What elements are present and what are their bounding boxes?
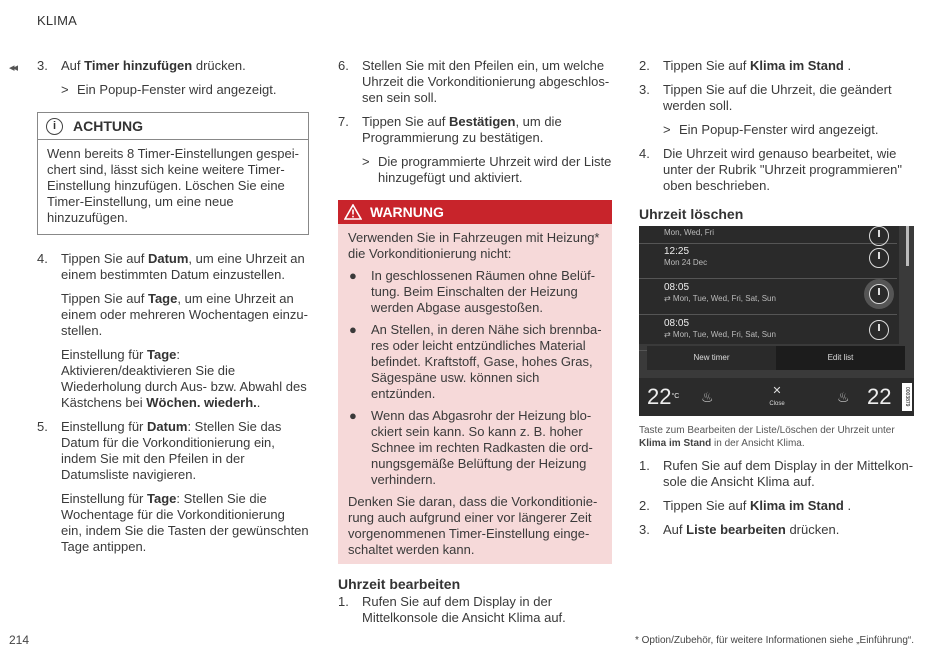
temp-left[interactable]: $22^{^\circ C}$ (647, 384, 680, 409)
footer-note: * Option/Zubehör, für weitere Informationen siehe „Einführung“. (634, 635, 914, 646)
warning-bullet: ● An Stellen, in deren Nähe sich brennbares oder leicht entzündliches Material befindet. Kraftstoff, Gase, hohes Gras, Sägespäne usw. können sich entzünden. (349, 322, 602, 401)
delete-step-3: 3. Auf Liste bearbeiten drücken. (639, 522, 840, 537)
edit-list-button[interactable]: Edit list (776, 346, 905, 370)
figure-caption: Taste zum Bearbeiten der Liste/Löschen der Uhrzeit unter Klima im Stand in der Ansicht Klima. (639, 425, 895, 449)
timer-row[interactable]: 12:25 Mon 24 Dec (639, 243, 897, 279)
step-result: > Die programmierte Uhrzeit wird der Liste hinzugefügt und aktiviert. (362, 154, 612, 185)
step-7: 7. Tippen Sie auf Bestätigen, um die Programmierung zu bestätigen. > Die programmierte Uhrzeit wird der Liste hinzugefügt und aktiviert. (338, 114, 612, 185)
warning-bullet: ● In geschlossenen Räumen ohne Belüftung. Beim Einschalten der Heizung werden Abgase ausgestoßen. (349, 268, 596, 315)
step-3: 3. Tippen Sie auf die Uhrzeit, die geändert werden soll. > Ein Popup-Fenster wird angezeigt. (639, 82, 914, 138)
section-header: KLIMA (37, 13, 78, 28)
step-5: 5. Einstellung für Datum: Stellen Sie das Datum für die Vorkonditionierung ein, indem Sie mit den Pfeilen in der Datumsliste navigieren. Einstellung für Tage: Stellen Sie die Wochentage für die Vorkonditionierung ein, indem Sie die Tasten der gewünschten Tage antippen. (37, 419, 309, 554)
caution-text: Wenn bereits 8 Timer-Einstellungen gespeichert sind, lässt sich keine weitere Timer-Einstellung hinzufügen. Löschen Sie eine Timer-Einstellung, um eine neue hinzuzufügen. (47, 146, 299, 225)
column-3 (639, 58, 914, 546)
edit-step-1: 1. Rufen Sie auf dem Display in der Mittelkonsole die Ansicht Klima auf. (338, 594, 566, 625)
warning-bullet: ● Wenn das Abgasrohr der Heizung blockiert sein kann. So kann z. B. hoher Schnee im rechten Radkasten die ordnungsgemäße Belüftung der Heizung verhindern. (349, 408, 593, 487)
column-1 (37, 58, 309, 563)
temp-right[interactable]: 22 (867, 384, 892, 409)
seat-heat-icon[interactable]: ♨ (701, 389, 714, 405)
delete-heading: Uhrzeit löschen (639, 206, 744, 222)
seat-heat-icon[interactable]: ♨ (837, 389, 850, 405)
warning-intro: Verwenden Sie in Fahrzeugen mit Heizung* die Vorkonditionierung nicht: (348, 230, 600, 261)
clock-icon (869, 320, 889, 340)
clock-icon (869, 248, 889, 268)
page-number: 214 (9, 633, 30, 647)
close-button[interactable]: ✕ Close (769, 385, 785, 407)
warning-box (338, 200, 612, 564)
climate-bar (639, 378, 914, 416)
step-2: 2. Tippen Sie auf Klima im Stand . (639, 58, 852, 73)
warning-outro: Denken Sie daran, dass die Vorkonditionierung auch aufgrund einer vor längerer Zeit vorgenommenen Timer-Einstellung eingeschaltet werden kann. (348, 494, 598, 557)
delete-step-2: 2. Tippen Sie auf Klima im Stand . (639, 498, 852, 513)
step-3: 3. Auf Timer hinzufügen drücken. > Ein Popup-Fenster wird angezeigt. (37, 58, 309, 98)
step-4: 4. Die Uhrzeit wird genauso bearbeitet, wie unter der Rubrik "Uhrzeit programmieren" oben beschrieben. (639, 146, 902, 193)
timer-row[interactable]: 08:05 ⇄ Mon, Tue, Wed, Fri, Sat, Sun (639, 315, 897, 351)
step-result: > Ein Popup-Fenster wird angezeigt. (663, 122, 879, 137)
timer-row[interactable]: Mon, Wed, Fri (639, 226, 897, 244)
back-nav-icon[interactable]: ◂◂ (9, 62, 17, 74)
timer-row[interactable]: 08:05 ⇄ Mon, Tue, Wed, Fri, Sat, Sun (639, 279, 897, 315)
edit-heading: Uhrzeit bearbeiten (338, 576, 461, 592)
info-icon: i (46, 118, 63, 135)
step-result: > Ein Popup-Fenster wird angezeigt. (61, 82, 277, 97)
clock-icon (869, 284, 889, 304)
timer-list (639, 226, 899, 344)
step-6: 6. Stellen Sie mit den Pfeilen ein, um welche Uhrzeit die Vorkonditionierung abgeschlossen sein soll. (338, 58, 610, 105)
image-code: 0003879 (902, 383, 912, 411)
step-4: 4. Tippen Sie auf Datum, um eine Uhrzeit an einem bestimmten Datum einzustellen. Tippen Sie auf Tage, um eine Uhrzeit an einem oder mehreren Wochentagen einzustellen. Einstellung für Tage: Aktivieren/deaktivieren Sie die Wiederholung durch Aus- bzw. Abwahl des Kästchens bei Wöchen. wiederh.. (37, 251, 308, 410)
warning-icon (344, 204, 362, 220)
caution-box (37, 112, 309, 235)
display-screenshot (639, 226, 914, 416)
delete-step-1: 1. Rufen Sie auf dem Display in der Mittelkonsole die Ansicht Klima auf. (639, 458, 914, 489)
warning-title: WARNUNG (370, 204, 444, 220)
scrollbar[interactable] (906, 226, 909, 266)
new-timer-button[interactable]: New timer (647, 346, 776, 370)
caution-title: ACHTUNG (73, 118, 143, 134)
column-2 (338, 58, 612, 634)
